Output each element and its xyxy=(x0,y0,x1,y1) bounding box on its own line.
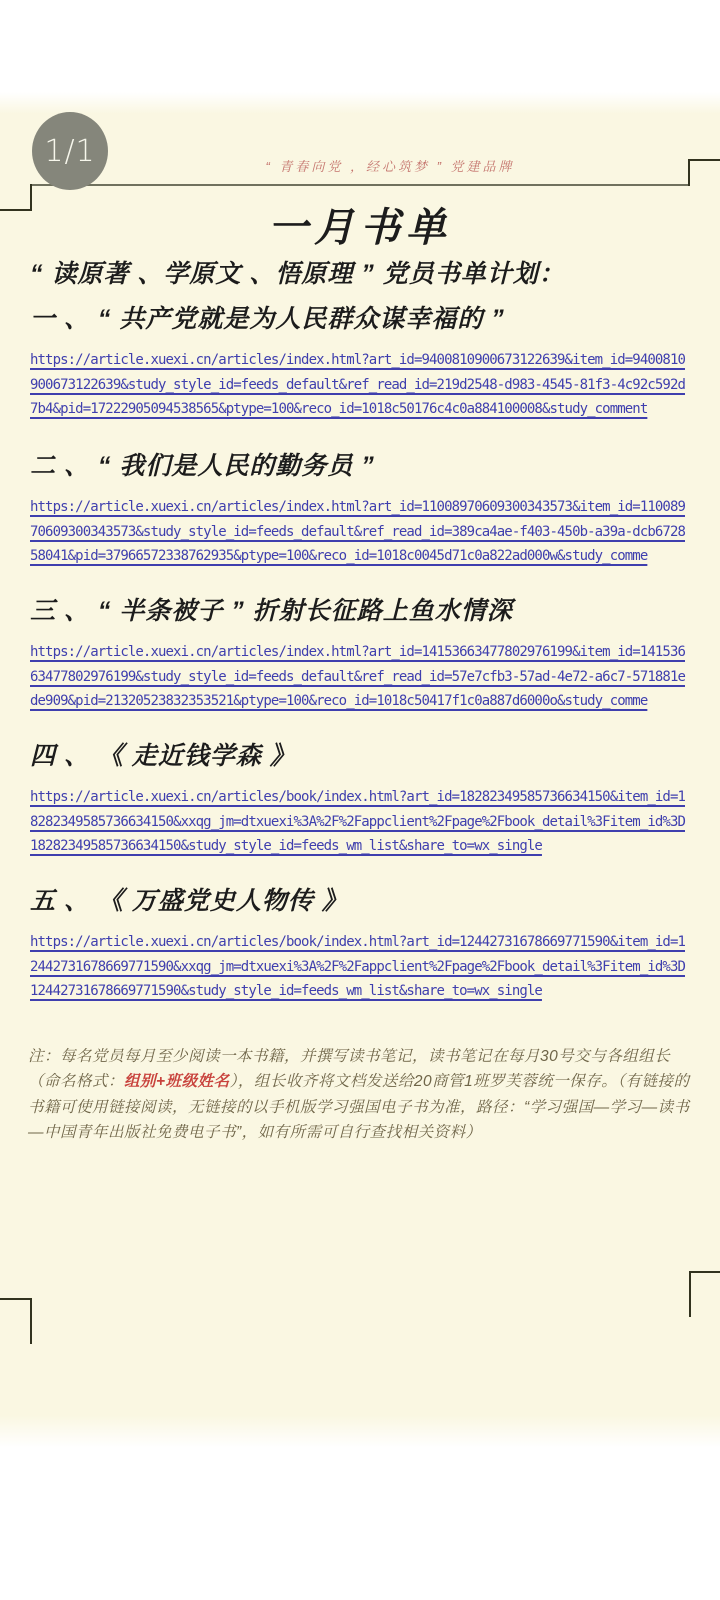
footnote xyxy=(28,1044,692,1146)
book-item-2 xyxy=(30,447,692,569)
book-item-5 xyxy=(30,882,692,1004)
header-corner-left xyxy=(30,184,32,211)
document-subtitle: “ 读原著 、学原文 、悟原理 ” 党员书单计划： xyxy=(30,260,565,288)
article-link-3[interactable]: https://article.xuexi.cn/articles/index.html?art_id=14153663477802976199&item_id=14153663477802976199&study_style_id=feeds_default&ref_read_id=57e7cfb3-57ad-4e72-a6c7-571881ede909&pid=21320523832353521&ptype=100&reco_id=1018c50417f1c0a887d6000o&study_comme xyxy=(30,644,685,709)
book-item-1 xyxy=(30,300,692,422)
footnote-text-before: 注：每名党员每月至少阅读一本书籍，并撰写读书笔记，读书笔记在每月30号交与各组组长（命名格式： xyxy=(28,1047,671,1090)
book-item-3 xyxy=(30,592,692,714)
page-indicator-label: 1/1 xyxy=(44,133,96,169)
document-title: 一月书单 xyxy=(268,206,452,250)
book-item-4 xyxy=(30,737,692,859)
header-motto: “ 青春向党 ，经心筑梦 ” 党建品牌 xyxy=(265,159,515,174)
book-item-4-heading: 四 、 《 走近钱学森 》 xyxy=(30,742,296,770)
article-link-2[interactable]: https://article.xuexi.cn/articles/index.html?art_id=11008970609300343573&item_id=11008970609300343573&study_style_id=feeds_default&ref_read_id=389ca4ae-f403-450b-a39a-dcb672858041&pid=37966572338762935&ptype=100&reco_id=1018c0045d71c0a822ad000w&study_comme xyxy=(30,499,685,564)
footer-corner-right-arm xyxy=(689,1271,720,1273)
footnote-highlight: 组别+班级姓名 xyxy=(124,1073,230,1090)
footer-corner-right xyxy=(689,1271,691,1317)
article-link-1[interactable]: https://article.xuexi.cn/articles/index.html?art_id=9400810900673122639&item_id=9400810900673122639&study_style_id=feeds_default&ref_read_id=219d2548-d983-4545-81f3-4c92c592d7b4&pid=17222905094538565&ptype=100&reco_id=1018c50176c4c0a884100008&study_comment xyxy=(30,352,685,417)
footer-corner-left xyxy=(30,1298,32,1344)
book-item-5-heading: 五 、 《 万盛党史人物传 》 xyxy=(30,887,348,915)
book-item-1-heading: 一 、 “ 共产党就是为人民群众谋幸福的 ” xyxy=(30,305,505,333)
book-item-3-heading: 三 、 “ 半条被子 ” 折射长征路上鱼水情深 xyxy=(30,597,513,625)
header-rule xyxy=(30,184,690,186)
book-item-2-heading: 二 、 “ 我们是人民的勤务员 ” xyxy=(30,452,375,480)
header-corner-left-arm xyxy=(0,209,32,211)
page-indicator-badge xyxy=(32,112,108,190)
footer-corner-left-arm xyxy=(0,1298,31,1300)
article-link-5[interactable]: https://article.xuexi.cn/articles/book/index.html?art_id=12442731678669771590&item_id=12442731678669771590&xxqg_jm=dtxuexi%3A%2F%2Fappclient%2Fpage%2Fbook_detail%3Fitem_id%3D12442731678669771590&study_style_id=feeds_wm_list&share_to=wx_single xyxy=(30,934,685,999)
article-link-4[interactable]: https://article.xuexi.cn/articles/book/index.html?art_id=18282349585736634150&item_id=18282349585736634150&xxqg_jm=dtxuexi%3A%2F%2Fappclient%2Fpage%2Fbook_detail%3Fitem_id%3D18282349585736634150&study_style_id=feeds_wm_list&share_to=wx_single xyxy=(30,789,685,854)
footnote-text-after: ），组长收齐将文档发送给20商管1班罗芙蓉统一保存。（有链接的书籍可使用链接阅读，无链接的以手机版学习强国电子书为准，路径：“学习强国—学习—读书—中国青年出版社免费电子书”，如有所需可自行查找相关资料） xyxy=(28,1073,690,1141)
